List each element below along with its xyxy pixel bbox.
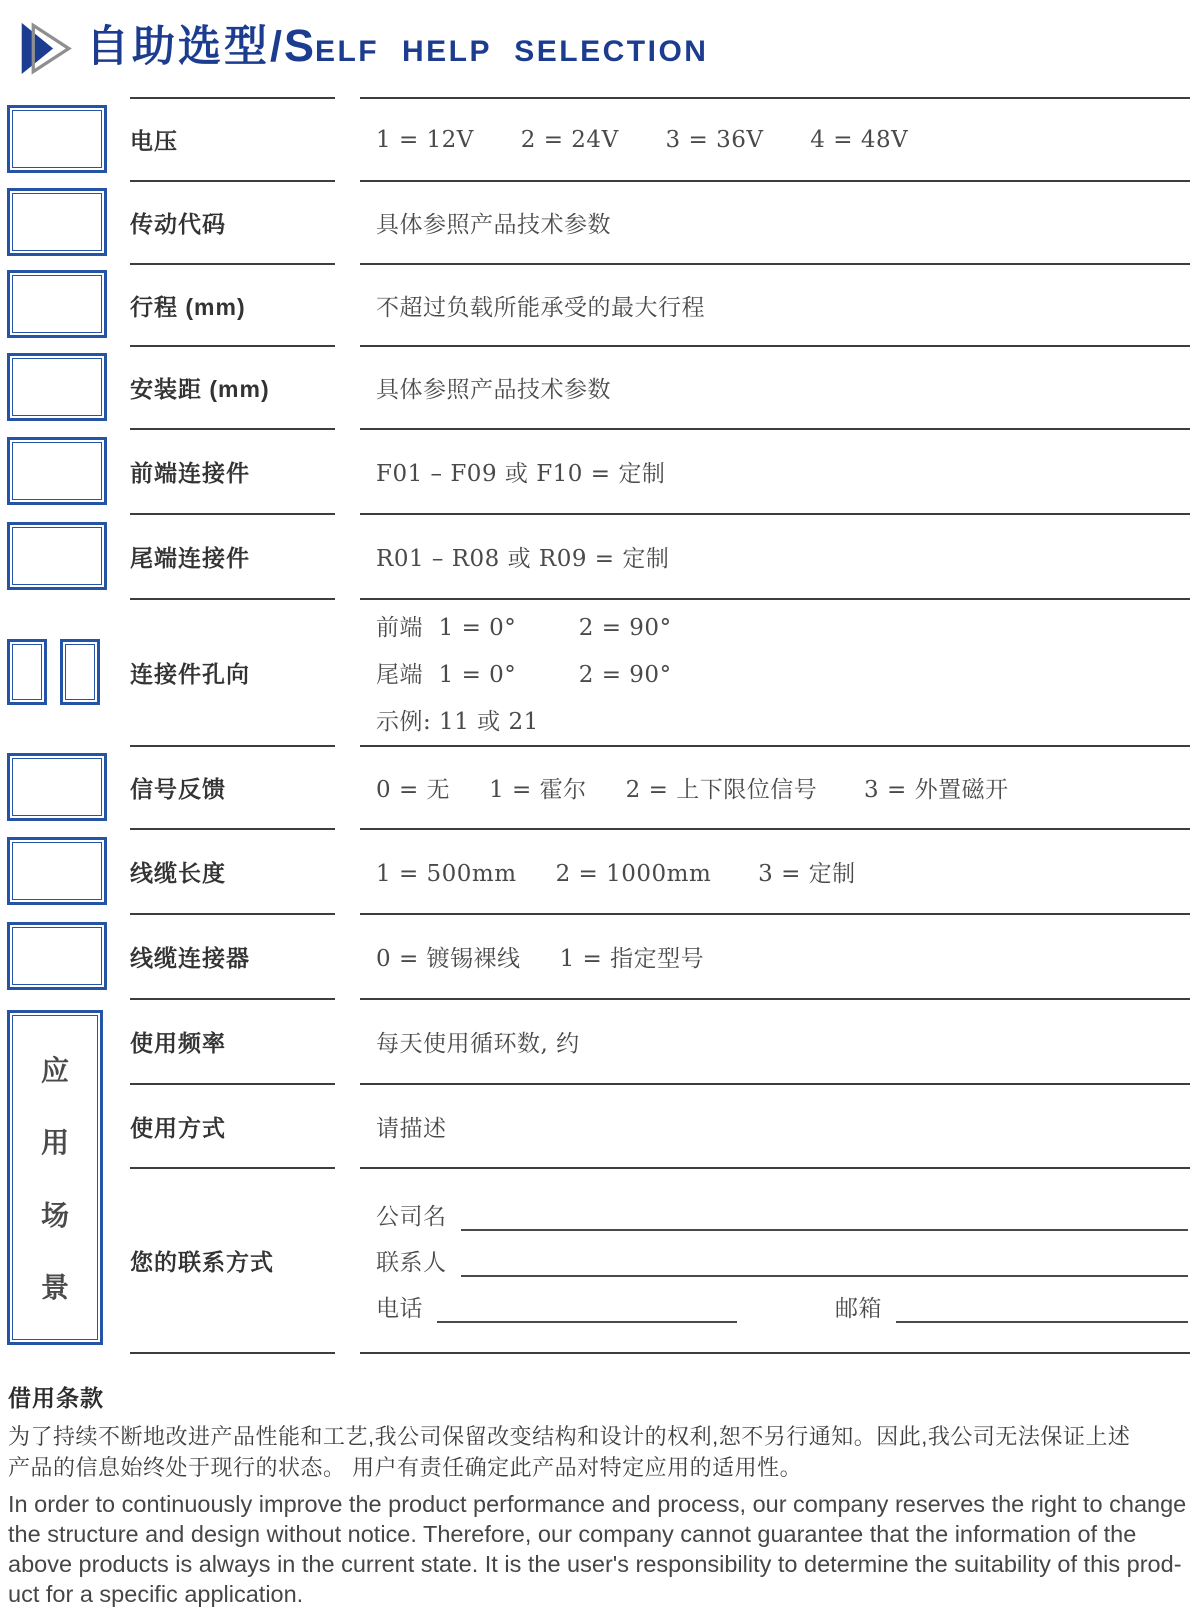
stroke-box-cell: [0, 263, 130, 345]
row-mounting-distance: [0, 345, 1200, 428]
disclaimer-zh-line: 为了持续不断地改进产品性能和工艺,我公司保留改变结构和设计的权利,恕不另行通知。因此,我公司无法保证上述: [8, 1424, 1131, 1449]
page-header: [0, 0, 1200, 97]
row-rear-connector: [0, 513, 1200, 598]
application-scenario-char: 应: [40, 1054, 69, 1086]
application-scenario-box[interactable]: [7, 1010, 103, 1345]
column-gap: [335, 97, 360, 180]
rear-connector-selection-box-inner: [12, 527, 102, 585]
front-connector-selection-box-inner: [12, 442, 102, 500]
row-usage-mode: [0, 1083, 1200, 1167]
stroke-note: 不超过负载所能承受的最大行程: [360, 263, 1190, 345]
company-name-line: [376, 1198, 1188, 1231]
table-bottom-rule-value-segment: [360, 1352, 1190, 1354]
column-gap: [335, 598, 360, 745]
column-gap: [335, 828, 360, 913]
mounting-distance-note: 具体参照产品技术参数: [360, 345, 1190, 428]
double-triangle-icon: [10, 13, 78, 79]
disclaimer-zh: [8, 1421, 1188, 1483]
usage-mode-note: 请描述: [360, 1083, 1190, 1167]
phone-label: 电话: [376, 1296, 423, 1322]
contact-person-line: [376, 1244, 1188, 1277]
application-scenario-char: 场: [40, 1199, 69, 1231]
hole-direction-label: 连接件孔向: [130, 598, 335, 745]
disclaimer-en: [8, 1489, 1188, 1609]
usage-mode-label: 使用方式: [130, 1083, 335, 1167]
contact-info-label: 您的联系方式: [130, 1167, 335, 1352]
disclaimer-en-line: above products is always in the current state. It is the user's responsibility to determine the suitability of this prod-: [8, 1551, 1182, 1577]
column-gap: [335, 180, 360, 263]
mounting-distance-selection-box[interactable]: [7, 353, 107, 421]
phone-email-line: [376, 1290, 1188, 1323]
column-gap: [335, 428, 360, 513]
cable-length-selection-box-inner: [12, 842, 102, 900]
voltage-box-cell: [0, 97, 130, 180]
cable-connector-selection-box[interactable]: [7, 922, 107, 990]
contact-person-input-line[interactable]: [461, 1255, 1189, 1277]
cable-length-options: 1 = 500mm 2 = 1000mm 3 = 定制: [360, 828, 1190, 913]
row-contact-info: [0, 1167, 1200, 1352]
company-name-input-line[interactable]: [461, 1209, 1189, 1231]
signal-feedback-selection-box-inner: [12, 758, 102, 816]
hole-direction-rear-box-inner: [65, 644, 95, 700]
hole-direction-options: [360, 598, 1190, 745]
row-usage-frequency: [0, 998, 1200, 1083]
column-gap: [335, 745, 360, 828]
hole-direction-rear-options: 尾端 1 = 0° 2 = 90°: [376, 662, 672, 688]
row-front-connector: [0, 428, 1200, 513]
signal-feedback-options: 0 = 无 1 = 霍尔 2 = 上下限位信号 3 = 外置磁开: [360, 745, 1190, 828]
column-gap: [335, 1083, 360, 1167]
row-stroke: [0, 263, 1200, 345]
column-gap: [335, 998, 360, 1083]
row-connector-hole-direction: [0, 598, 1200, 745]
application-scenario-box-inner: [12, 1015, 98, 1340]
row-drive-code: [0, 180, 1200, 263]
stroke-selection-box[interactable]: [7, 270, 107, 338]
email-label: 邮箱: [835, 1296, 882, 1322]
application-scenario-char: 用: [40, 1127, 69, 1159]
drive-code-box-cell: [0, 180, 130, 263]
disclaimer-title: 借用条款: [8, 1385, 104, 1411]
rear-connector-selection-box[interactable]: [7, 522, 107, 590]
disclaimer-en-line: In order to continuously improve the product performance and process, our company reserves the right to change: [8, 1491, 1187, 1517]
row-cable-connector: [0, 913, 1200, 998]
column-gap: [335, 1167, 360, 1352]
mounting-distance-box-cell: [0, 345, 130, 428]
rear-connector-box-cell: [0, 513, 130, 598]
cable-length-label: 线缆长度: [130, 828, 335, 913]
page-title-en: ELF HELP SELECTION: [314, 35, 709, 68]
hole-direction-box-cell: [0, 598, 130, 745]
rear-connector-options: R01 – R08 或 R09 = 定制: [360, 513, 1190, 598]
page-title-en-initial: S: [283, 20, 315, 71]
hole-direction-front-options: 前端 1 = 0° 2 = 90°: [376, 615, 672, 641]
rear-connector-label: 尾端连接件: [130, 513, 335, 598]
column-gap: [335, 513, 360, 598]
signal-feedback-box-cell: [0, 745, 130, 828]
hole-direction-rear-box[interactable]: [60, 639, 100, 705]
disclaimer-zh-line: 产品的信息始终处于现行的状态。 用户有责任确定此产品对特定应用的适用性。: [8, 1455, 803, 1480]
drive-code-selection-box[interactable]: [7, 188, 107, 256]
front-connector-label: 前端连接件: [130, 428, 335, 513]
usage-frequency-label: 使用频率: [130, 998, 335, 1083]
front-connector-box-cell: [0, 428, 130, 513]
voltage-selection-box[interactable]: [7, 105, 107, 173]
cable-connector-label: 线缆连接器: [130, 913, 335, 998]
page-title: [86, 13, 708, 74]
voltage-options: 1 = 12V 2 = 24V 3 = 36V 4 = 48V: [360, 97, 1190, 180]
table-bottom-rule-label-segment: [130, 1352, 335, 1354]
cable-length-box-cell: [0, 828, 130, 913]
signal-feedback-label: 信号反馈: [130, 745, 335, 828]
cable-connector-options: 0 = 镀锡裸线 1 = 指定型号: [360, 913, 1190, 998]
selection-form: [0, 97, 1200, 1352]
email-input-line[interactable]: [896, 1301, 1188, 1323]
hole-direction-box-pair: [7, 639, 100, 705]
contact-person-label: 联系人: [376, 1250, 447, 1276]
row-voltage: [0, 97, 1200, 180]
column-gap: [335, 263, 360, 345]
row-signal-feedback: [0, 745, 1200, 828]
contact-info-fields: [360, 1167, 1190, 1352]
voltage-label: 电压: [130, 97, 335, 180]
mounting-distance-label: 安装距 (mm): [130, 345, 335, 428]
front-connector-selection-box[interactable]: [7, 437, 107, 505]
disclaimer-en-line: the structure and design without notice. Therefore, our company cannot guarantee that the information of the: [8, 1521, 1137, 1547]
stroke-selection-box-inner: [12, 275, 102, 333]
drive-code-note: 具体参照产品技术参数: [360, 180, 1190, 263]
cable-length-selection-box[interactable]: [7, 837, 107, 905]
page-title-zh: 自助选型: [86, 23, 270, 71]
disclaimer-en-line: uct for a specific application.: [8, 1581, 304, 1607]
signal-feedback-selection-box[interactable]: [7, 753, 107, 821]
cable-connector-box-cell: [0, 913, 130, 998]
hole-direction-example: 示例: 11 或 21: [376, 709, 539, 735]
page-title-slash: /: [270, 23, 282, 71]
mounting-distance-selection-box-inner: [12, 358, 102, 416]
hole-direction-front-box-inner: [12, 644, 42, 700]
row-cable-length: [0, 828, 1200, 913]
voltage-selection-box-inner: [12, 110, 102, 168]
company-name-label: 公司名: [376, 1204, 447, 1230]
application-scenario-char: 景: [40, 1272, 69, 1304]
front-connector-options: F01 – F09 或 F10 = 定制: [360, 428, 1190, 513]
disclaimer-section: [0, 1380, 1200, 1609]
hole-direction-front-box[interactable]: [7, 639, 47, 705]
column-gap: [335, 913, 360, 998]
cable-connector-selection-box-inner: [12, 927, 102, 985]
drive-code-selection-box-inner: [12, 193, 102, 251]
usage-frequency-note: 每天使用循环数, 约: [360, 998, 1190, 1083]
stroke-label: 行程 (mm): [130, 263, 335, 345]
contact-lines: [376, 1198, 1190, 1323]
drive-code-label: 传动代码: [130, 180, 335, 263]
column-gap: [335, 345, 360, 428]
phone-input-line[interactable]: [437, 1301, 737, 1323]
